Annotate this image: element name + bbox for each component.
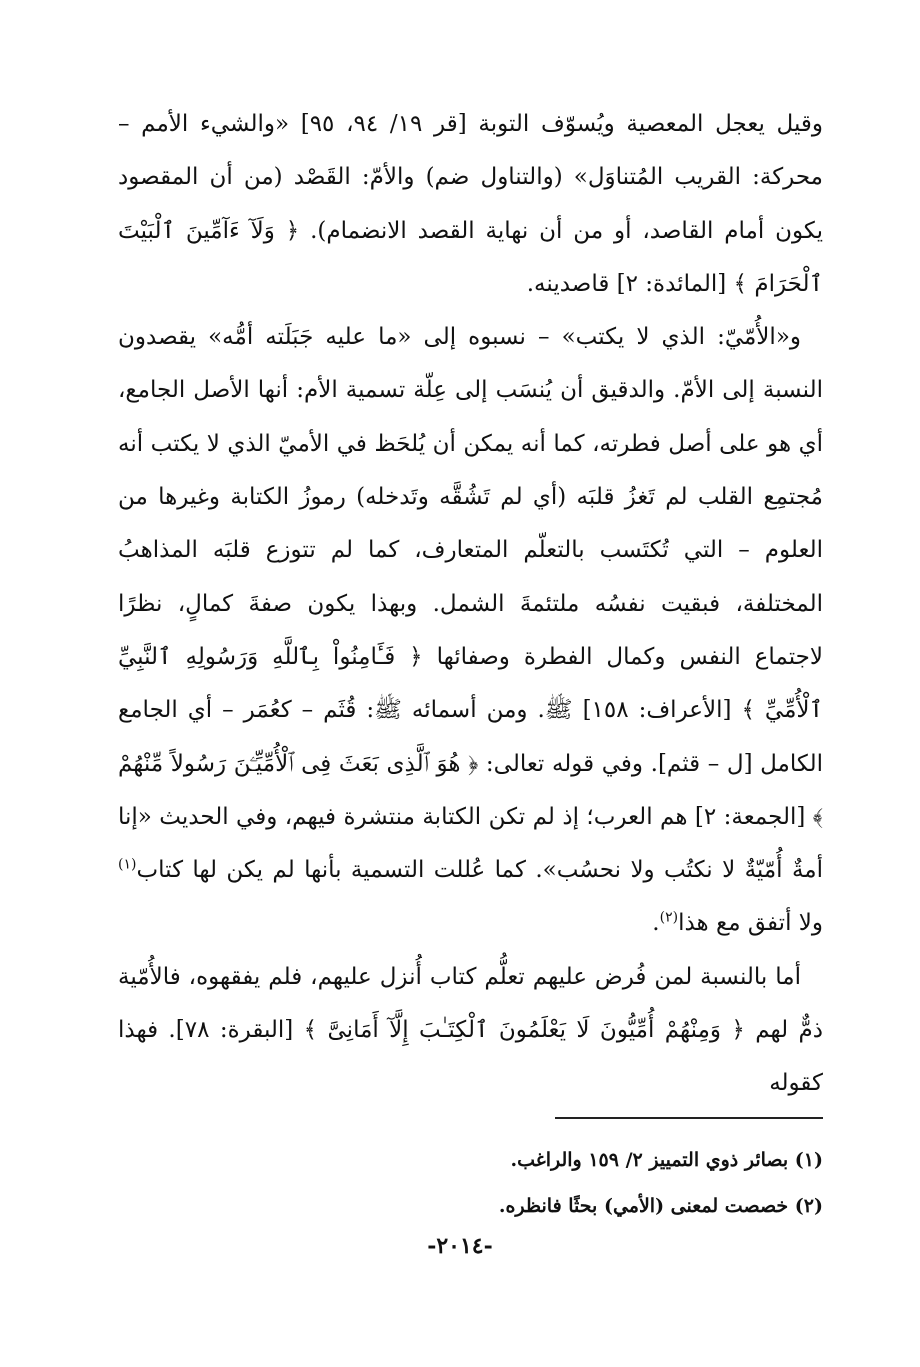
footnotes <box>118 1137 823 1229</box>
paragraph-2-tail: ولا أتفق مع هذا <box>678 910 823 937</box>
footnote-separator <box>555 1117 823 1119</box>
footnote-marker-2: (٢) <box>659 909 679 926</box>
footnote-1: (١) بصائر ذوي التمييز ٢/ ١٥٩ والراغب. <box>510 1149 823 1171</box>
footnote-2: (٢) خصصت لمعنى (الأمي) بحثًا فانظره. <box>498 1195 823 1217</box>
page-number: -٢٠١٤- <box>427 1233 493 1259</box>
paragraph-2 <box>118 311 823 951</box>
paragraph-2-end: . <box>652 910 660 937</box>
footnote-marker-1: (١) <box>118 856 137 873</box>
main-text <box>118 98 823 1111</box>
paragraph-2-body: و«الأُمّيّ: الذي لا يكتب» – نسبوه إلى «ما عليه جَبَلَته أمُّه» يقصدون النسبة إلى الأمّ. والدقيق أن يُنسَب إلى عِلّة تسمية الأم: أنها الأصل الجامع، أي هو على أصل فطرته، كما أنه يمكن أن يُلحَظ في الأميّ الذي لا يكتب أنه مُجتمِع القلب لم تَغزُ قلبَه (أي لم تَشُقَّه وتَدخله) رموزُ الكتابة وغيرها من العلوم – التي تُكتَسب بالتعلّم المتعارف، كما لم تتوزع قلبَه المذاهبُ المختلفة، فبقيت نفسُه ملتئمةَ الشمل. وبهذا يكون صفةَ كمالٍ، نظرًا لاجتماع النفس وكمال الفطرة وصفائها ﴿ فَـَٔامِنُواْ بِٱللَّهِ وَرَسُولِهِ ٱلنَّبِيِّ ٱلْأُمِّيِّ ﴾ [الأعراف: ١٥٨] ﷺ. ومن أسمائه ﷺ: قُثَم – كعُمَر – أي الجامع الكامل [ل – قثم]. وفي قوله تعالى: ﴿ هُوَ ٱلَّذِى بَعَثَ فِى ٱلْأُمِّيِّـۧنَ رَسُولاً مِّنْهُمْ ﴾ [الجمعة: ٢] هم العرب؛ إذ لم تكن الكتابة منتشرة فيهم، وفي الحديث «إنا أمةٌ أُمّيّةٌ لا نكتُب ولا نحسُب». كما عُللت التسمية بأنها لم يكن لها كتاب <box>118 324 823 884</box>
paragraph-3: أما بالنسبة لمن فُرض عليهم تعلُّم كتاب أُنزل عليهم، فلم يفقهوه، فالأُمّية ذمٌّ لهم ﴿ وَمِنْهُمْ أُمِّيُّونَ لَا يَعْلَمُونَ ٱلْكِتَـٰبَ إِلَّآ أَمَانِىَّ ﴾ [البقرة: ٧٨]. فهذا كقوله <box>118 963 824 1097</box>
paragraph-1: وقيل يعجل المعصية ويُسوّف التوبة [قر ١٩/ ٩٤، ٩٥] «والشيء الأمم – محركة: القريب المُتناوَل» (والتناول ضم) والأمّ: القَصْد (من أن المقصود يكون أمام القاصد، أو من أن نهاية القصد الانضمام). ﴿ وَلَآ ءَآمِّينَ ٱلْبَيْتَ ٱلْحَرَامَ ﴾ [المائدة: ٢] قاصدينه. <box>118 111 823 297</box>
